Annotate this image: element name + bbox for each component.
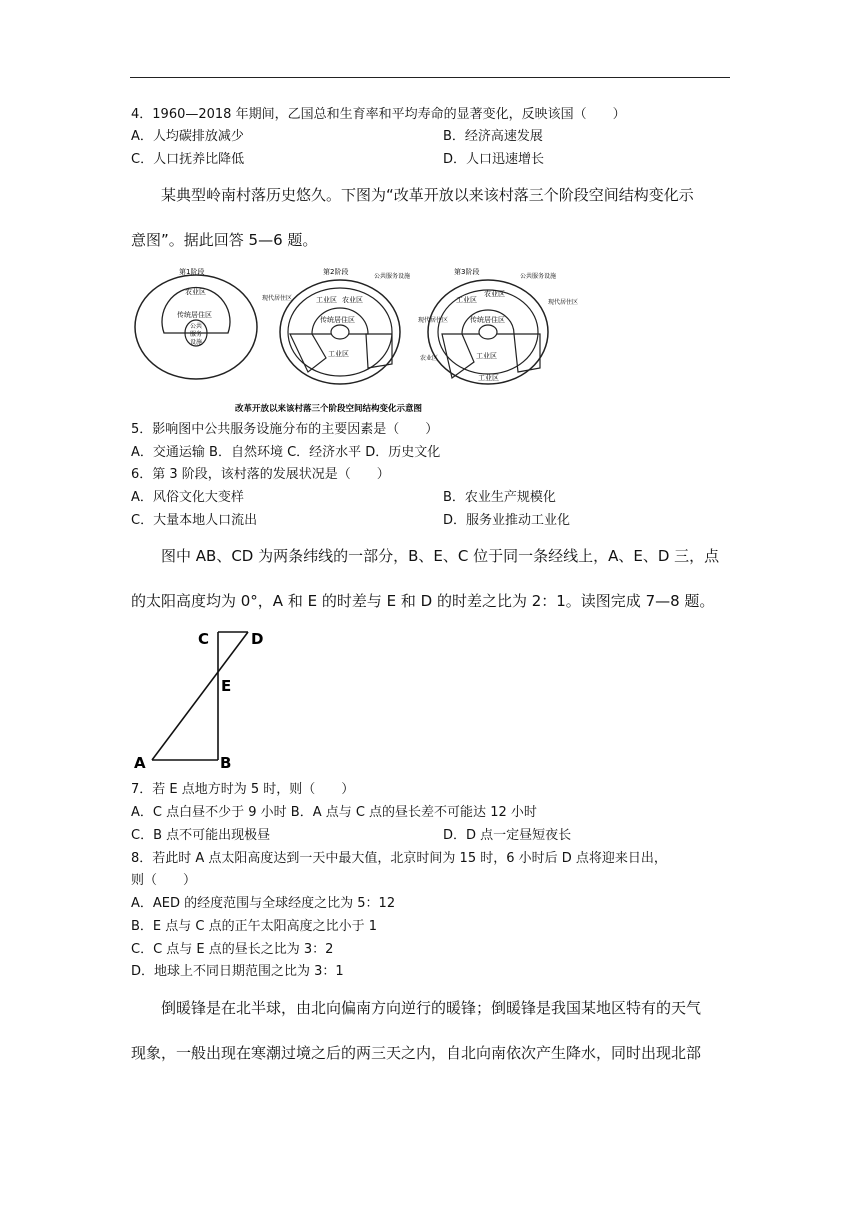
latitude-line-figure xyxy=(130,628,270,774)
figure1-caption: 改革开放以来该村落三个阶段空间结构变化示意图 xyxy=(235,404,423,414)
q4-options-row2 xyxy=(131,151,545,169)
q7-option-d: D．D 点一定昼短夜长 xyxy=(443,828,572,843)
header-rule xyxy=(130,77,730,78)
stage3-ind-label-top: 工业区 xyxy=(456,296,477,304)
q4-option-b: B．经济高速发展 xyxy=(443,129,543,144)
stage2-trad-label: 传统居住区 xyxy=(320,316,355,324)
intro-next-line1: 倒暖锋是在北半球，由北向偏南方向逆行的暖锋；倒暖锋是我国某地区特有的天气 xyxy=(161,999,702,1017)
q4-stem: 4．1960—2018 年期间，乙国总和生育率和平均寿命的显著变化，反映该国（ ） xyxy=(131,107,626,122)
stage1-pub-label2: 服务 xyxy=(190,331,203,338)
q8-option-d: D．地球上不同日期范围之比为 3：1 xyxy=(131,964,344,979)
intro-next-line2: 现象，一般出现在寒潮过境之后的两三天之内，自北向南依次产生降水，同时出现北部 xyxy=(131,1044,702,1062)
stage3-title: 第3阶段 xyxy=(454,268,480,276)
stage2-pub-label: 公共服务设施 xyxy=(374,273,411,280)
stage2-modern-label: 现代居住区 xyxy=(262,295,293,302)
label-b: B xyxy=(220,754,232,772)
stage3-ind-label-middle: 工业区 xyxy=(476,352,497,360)
stage3-trad-label: 传统居住区 xyxy=(470,316,505,324)
stage3-pub-label: 公共服务设施 xyxy=(520,273,557,280)
label-e: E xyxy=(221,677,232,695)
q8-stem-line2: 则（ ） xyxy=(131,873,197,888)
stage1-agri-label: 农业区 xyxy=(185,288,206,296)
stage1-pub-label3: 设施 xyxy=(190,339,203,346)
stage3-modern-label-left: 现代居住区 xyxy=(418,317,449,324)
stage2-ind-label-bottom: 工业区 xyxy=(328,350,349,358)
village-structure-figure xyxy=(130,262,590,422)
q4-options-row1 xyxy=(131,128,543,146)
intro78-line2: 的太阳高度均为 0°，A 和 E 的时差与 E 和 D 的时差之比为 2：1。读图完成 7—8 题。 xyxy=(131,592,715,610)
terminator-line xyxy=(152,632,248,760)
q8-stem-line1: 8．若此时 A 点太阳高度达到一天中最大值，北京时间为 15 时，6 小时后 D 点将迎来日出， xyxy=(131,851,667,866)
q7-options-ab: A．C 点白昼不少于 9 小时 B．A 点与 C 点的昼长差不可能达 12 小时 xyxy=(131,805,537,820)
q7-stem: 7．若 E 点地方时为 5 时，则（ ） xyxy=(131,782,355,797)
stage1-pub-label1: 公共 xyxy=(190,323,203,330)
stage3-public-facility xyxy=(479,325,497,339)
stage3-ind-zone-right xyxy=(514,334,540,372)
q6-options-row2 xyxy=(131,512,571,530)
intro78-line1: 图中 AB、CD 为两条纬线的一部分，B、E、C 位于同一条经线上，A、E、D 三，点 xyxy=(161,547,720,565)
label-a: A xyxy=(134,754,146,772)
label-c: C xyxy=(198,630,210,648)
q4-option-d: D．人口迅速增长 xyxy=(443,152,545,167)
q4-option-c: C．人口抚养比降低 xyxy=(131,152,245,167)
stage3-agri-label-top: 农业区 xyxy=(484,290,505,298)
stage2-ind-label-top: 工业区 xyxy=(316,296,337,304)
q6-option-b: B．农业生产规模化 xyxy=(443,490,556,505)
q6-option-d: D．服务业推动工业化 xyxy=(443,513,571,528)
stage2-agri-label: 农业区 xyxy=(342,296,363,304)
stage3-agri-label-left: 农业区 xyxy=(420,355,439,362)
stage1-trad-label: 传统居住区 xyxy=(177,311,212,319)
q8-option-a: A．AED 的经度范围与全球经度之比为 5：12 xyxy=(131,896,396,911)
q6-option-c: C．大量本地人口流出 xyxy=(131,513,258,528)
stage3-modern-label-right: 现代居住区 xyxy=(548,299,579,306)
q5-stem: 5．影响图中公共服务设施分布的主要因素是（ ） xyxy=(131,422,439,437)
q8-option-c: C．C 点与 E 点的昼长之比为 3：2 xyxy=(131,942,334,957)
stage3-ind-label-bottom: 工业区 xyxy=(478,374,499,382)
q6-stem: 6．第 3 阶段，该村落的发展状况是（ ） xyxy=(131,467,390,482)
q8-option-b: B．E 点与 C 点的正午太阳高度之比小于 1 xyxy=(131,919,378,934)
intro56-line1: 某典型岭南村落历史悠久。下图为“改革开放以来该村落三个阶段空间结构变化示 xyxy=(161,186,694,204)
q6-options-row1 xyxy=(131,489,556,507)
stage1-title: 第1阶段 xyxy=(179,268,205,276)
q5-options: A．交通运输 B．自然环境 C．经济水平 D．历史文化 xyxy=(131,445,441,460)
q6-option-a: A．风俗文化大变样 xyxy=(131,490,244,505)
intro56-line2: 意图”。据此回答 5—6 题。 xyxy=(131,231,318,249)
stage2-public-facility xyxy=(331,325,349,339)
stage2-title: 第2阶段 xyxy=(323,268,349,276)
q7-options-row2 xyxy=(131,827,572,845)
q4-option-a: A．人均碳排放减少 xyxy=(131,129,244,144)
q7-option-c: C．B 点不可能出现极昼 xyxy=(131,828,271,843)
label-d: D xyxy=(251,630,264,648)
